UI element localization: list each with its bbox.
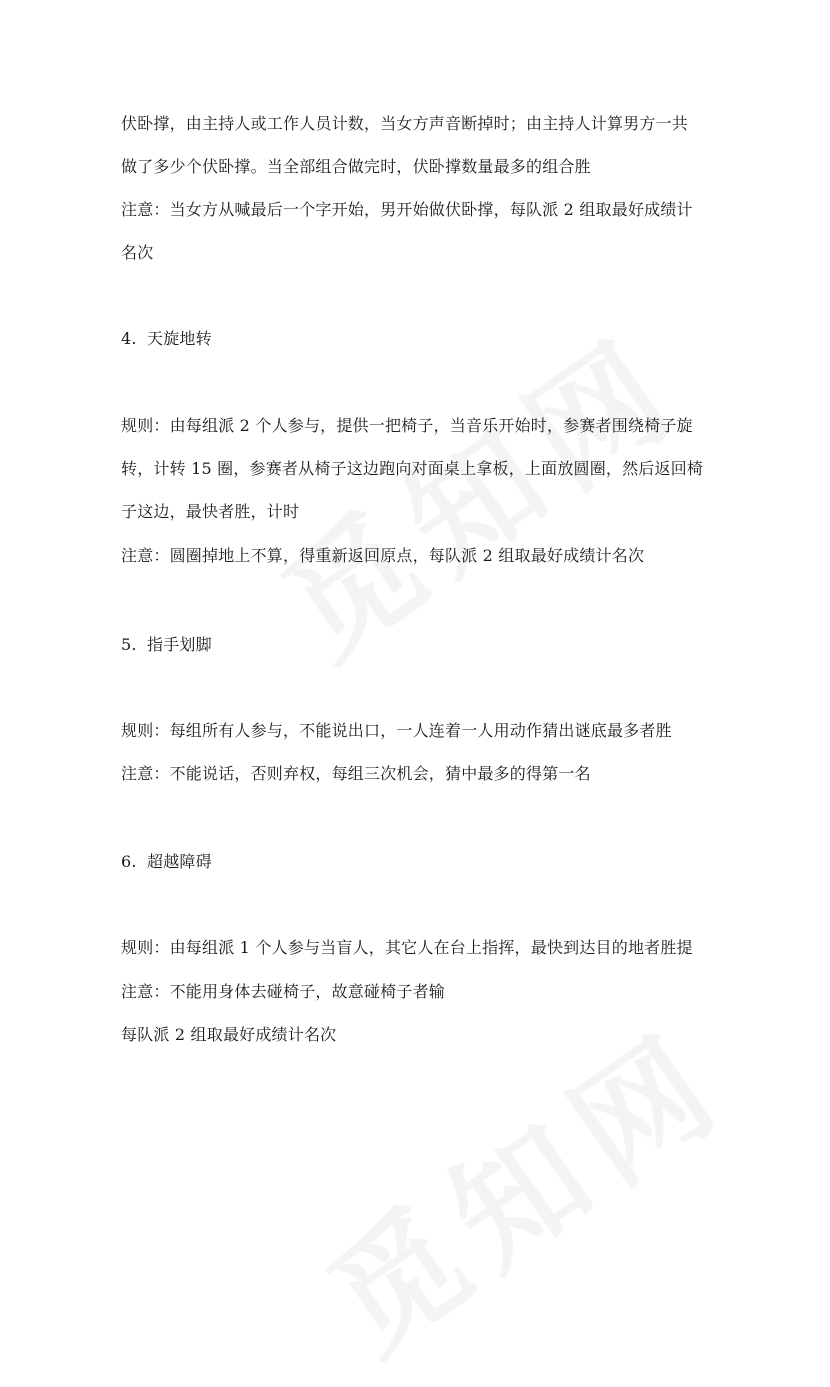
section-number: 5. — [121, 635, 137, 654]
rule-line: 规则：每组所有人参与，不能说出口，一人连着一人用动作猜出谜底最多者胜 — [121, 721, 672, 740]
note-line: 注意：不能用身体去碰椅子，故意碰椅子者输 — [121, 982, 446, 1001]
note-line: 注意：圆圈掉地上不算，得重新返回原点，每队派 2 组取最好成绩计名次 — [121, 546, 645, 565]
section-title: 超越障碍 — [147, 852, 212, 871]
rule-line: 规则：由每组派 2 个人参与，提供一把椅子，当音乐开始时，参赛者围绕椅子旋 — [121, 416, 693, 435]
paragraph-line: 伏卧撑，由主持人或工作人员计数，当女方声音断掉时；由主持人计算男方一共 — [121, 114, 689, 133]
watermark — [242, 285, 713, 693]
extra-line: 每队派 2 组取最好成绩计名次 — [121, 1025, 337, 1044]
rule-line: 规则：由每组派 1 个人参与当盲人，其它人在台上指挥，最快到达目的地者胜提 — [121, 938, 693, 957]
watermark — [287, 980, 758, 1387]
section-heading-4 — [121, 328, 212, 350]
section-heading-6 — [121, 851, 212, 873]
note-line: 注意：不能说话，否则弃权，每组三次机会，猜中最多的得第一名 — [121, 764, 591, 783]
section-number: 4. — [121, 329, 137, 348]
paragraph-line: 做了多少个伏卧撑。当全部组合做完时，伏卧撑数量最多的组合胜 — [121, 157, 591, 176]
paragraph-line: 名次 — [121, 243, 154, 262]
section-title: 指手划脚 — [147, 635, 212, 654]
rule-line: 转，计转 15 圈，参赛者从椅子这边跑向对面桌上拿板，上面放圆圈，然后返回椅 — [121, 459, 704, 478]
section-number: 6. — [121, 852, 137, 871]
paragraph-line: 注意：当女方从喊最后一个字开始，男开始做伏卧撑，每队派 2 组取最好成绩计 — [121, 200, 693, 219]
section-heading-5 — [121, 634, 212, 656]
rule-line: 子这边，最快者胜，计时 — [121, 502, 300, 521]
section-title: 天旋地转 — [147, 329, 212, 348]
